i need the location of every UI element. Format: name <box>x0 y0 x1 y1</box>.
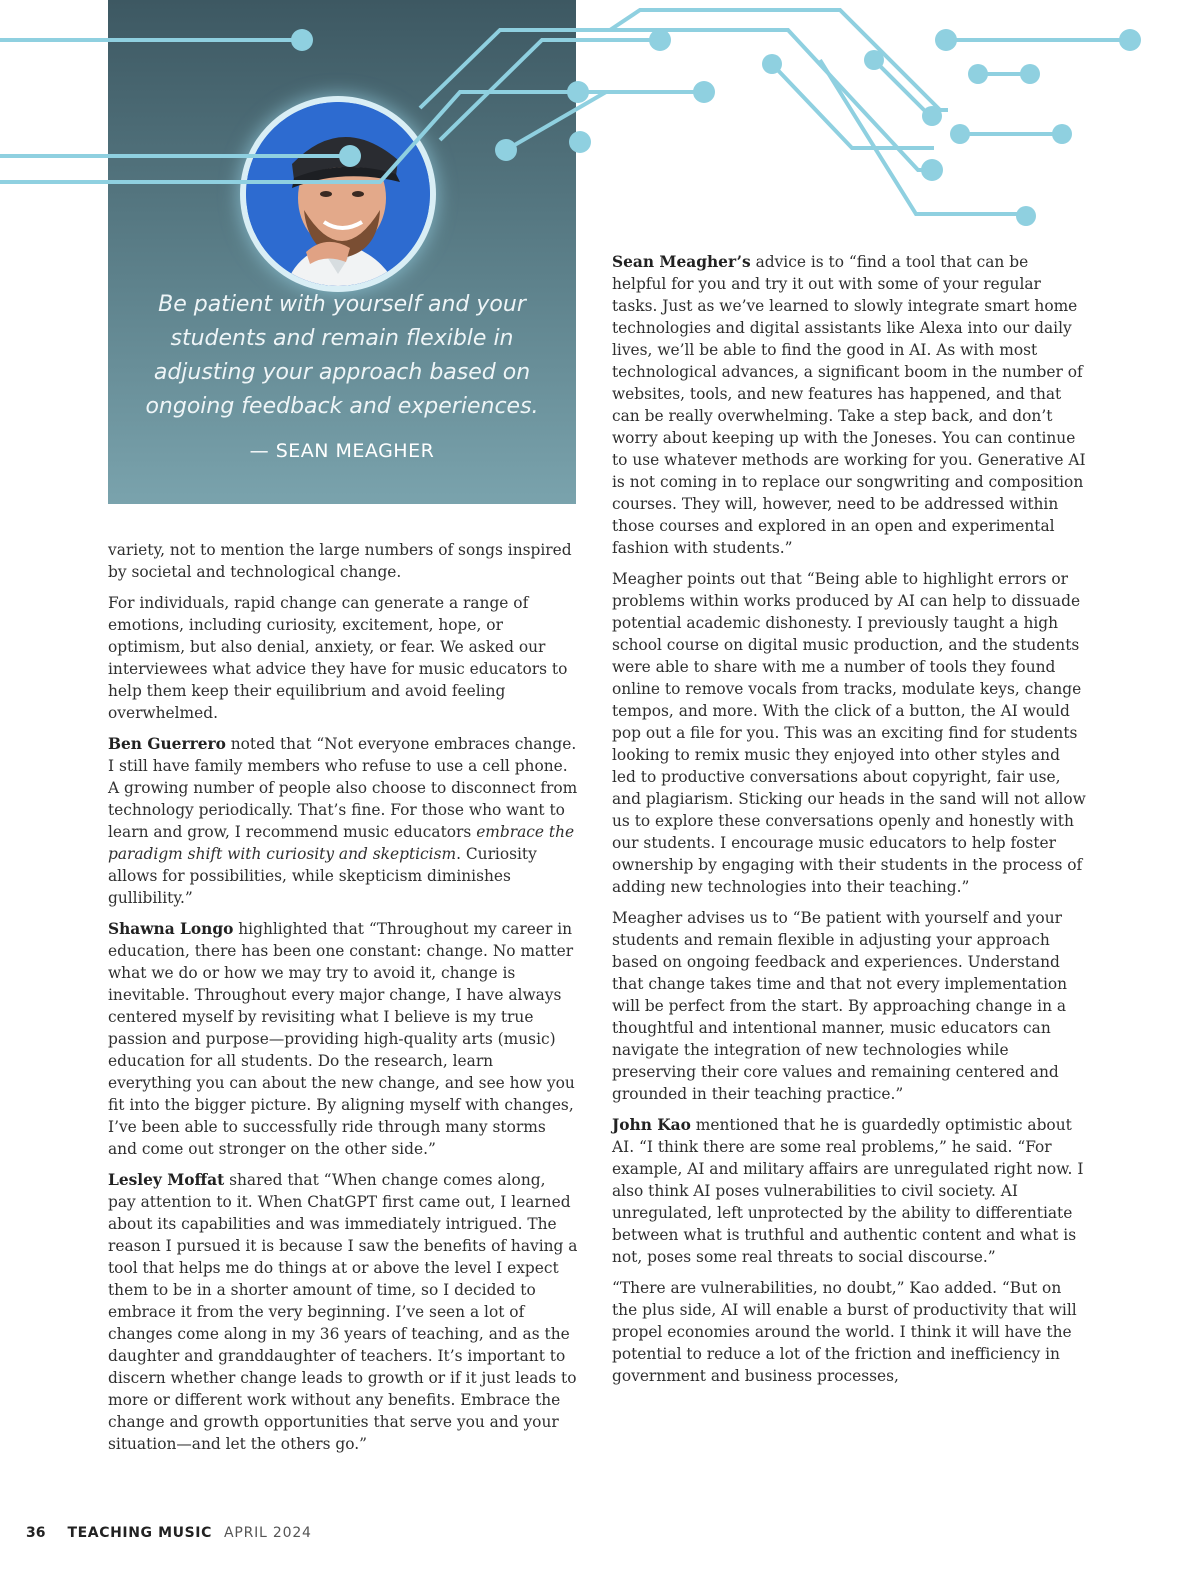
paragraph <box>108 733 578 909</box>
paragraph-text: advice is to “find a tool that can be helpful for you and try it out with some of your regular tasks. Just as we’ve learned to slowly integrate smart home technologies and digital assistants like Alexa into our daily lives, we’ll be able to find the good in AI. As with most technological advances, a significant boom in the number of websites, tools, and new features has happened, and that can be really overwhelming. Take a step back, and don’t worry about keeping up with the Joneses. You can continue to use whatever methods are working for you. Generative AI is not coming in to replace our songwriting and composition courses. They will, however, need to be addressed within those courses and explored in an open and experimental fashion with students.” <box>612 253 1086 557</box>
paragraph: Meagher advises us to “Be patient with yourself and your students and remain flexible in adjusting your approach based on ongoing feedback and experiences. Understand that change takes time and that not every implementation will be perfect from the start. By approaching change in a thoughtful and intentional manner, music educators can navigate the integration of new technologies while preserving their core values and remaining centered and grounded in their teaching practice.” <box>612 909 1068 1103</box>
interviewee-name: Shawna Longo <box>108 920 234 938</box>
page-number: 36 <box>26 1525 46 1541</box>
paragraph <box>108 1169 578 1455</box>
paragraph-text: shared that “When change comes along, pay attention to it. When ChatGPT first came out, I learned about its capabilities and was immediately intrigued. The reason I pursued it is because I saw the benefits of having a tool that helps me do things at or above the level I expect them to be in a shorter amount of time, so I decided to embrace it from the very beginning. I’ve seen a lot of changes come along in my 36 years of teaching, and as the daughter and granddaughter of teachers. It’s important to discern whether change leads to growth or if it just leads to more or different work without any benefits. Embrace the change and growth opportunities that serve you and your situation—and let the others go.” <box>108 1171 578 1453</box>
left-article-column <box>108 539 578 1464</box>
right-article-column <box>612 251 1086 1396</box>
interviewee-name: Sean Meagher’s <box>612 253 751 271</box>
interviewee-name: Lesley Moffat <box>108 1171 225 1189</box>
paragraph-text: highlighted that “Throughout my career in education, there has been one constant: change. No matter what we do or how we may try to avoid it, change is inevitable. Throughout every major change, I have always centered myself by revisiting what I believe is my true passion and purpose—providing high-quality arts (music) education for all students. Do the research, learn everything you can about the new change, and see how you fit into the bigger picture. By aligning myself with changes, I’ve been able to successfully ride through many storms and come out stronger on the other side.” <box>108 920 575 1158</box>
paragraph <box>108 918 578 1160</box>
pull-quote-text: Be patient with yourself and your students and remain flexible in adjusting your approach based on ongoing feedback and experiences. <box>145 292 539 419</box>
paragraph-text: . Curiosity allows for possibilities, while skepticism diminishes gullibility.” <box>108 845 537 907</box>
emphasis-text: embrace the paradigm shift with curiosity and skepticism <box>108 823 575 863</box>
paragraph: “There are vulnerabilities, no doubt,” Kao added. “But on the plus side, AI will enable a burst of productivity that will propel economies around the world. I think it will have the potential to reduce a lot of the friction and inefficiency in government and business processes, <box>612 1279 1077 1385</box>
paragraph: For individuals, rapid change can generate a range of emotions, including curiosity, excitement, hope, or optimism, but also denial, anxiety, or fear. We asked our interviewees what advice they have for music educators to help them keep their equilibrium and avoid feeling overwhelmed. <box>108 594 568 722</box>
paragraph-text: noted that “Not everyone embraces change. I still have family members who refuse to use a cell phone. A growing number of people also choose to disconnect from technology periodically. That’s fine. For those who want to learn and grow, I recommend music educators <box>108 735 578 841</box>
pull-quote-attribution: — SEAN MEAGHER <box>249 440 435 462</box>
paragraph: variety, not to mention the large numbers of songs inspired by societal and technological change. <box>108 541 572 581</box>
interviewee-name: John Kao <box>612 1116 691 1134</box>
paragraph <box>612 1114 1086 1268</box>
magazine-title: TEACHING MUSIC <box>67 1525 212 1541</box>
page-footer <box>26 1525 312 1541</box>
circuit-line-decoration <box>0 0 1200 240</box>
interviewee-name: Ben Guerrero <box>108 735 226 753</box>
paragraph: Meagher points out that “Being able to highlight errors or problems within works produced by AI can help to dissuade potential academic dishonesty. I previously taught a high school course on digital music production, and the students were able to share with me a number of tools they found online to remove vocals from tracks, modulate keys, change tempos, and more. With the click of a button, the AI would pop out a file for you. This was an exciting find for students looking to remix music they enjoyed into other styles and led to productive conversations about copyright, fair use, and plagiarism. Sticking our heads in the sand will not allow us to explore these conversations openly and honestly with our students. I encourage music educators to help foster ownership by engaging with their students in the process of adding new technologies into their teaching.” <box>612 570 1086 896</box>
issue-date: APRIL 2024 <box>223 1525 312 1541</box>
paragraph-text: mentioned that he is guardedly optimistic about AI. “I think there are some real problems,” he said. “For example, AI and military affairs are unregulated right now. I also think AI poses vulnerabilities to civil society. AI unregulated, left unprotected by the ability to differentiate between what is truthful and authentic content and what is not, poses some real threats to social discourse.” <box>612 1116 1084 1266</box>
paragraph <box>612 251 1086 559</box>
